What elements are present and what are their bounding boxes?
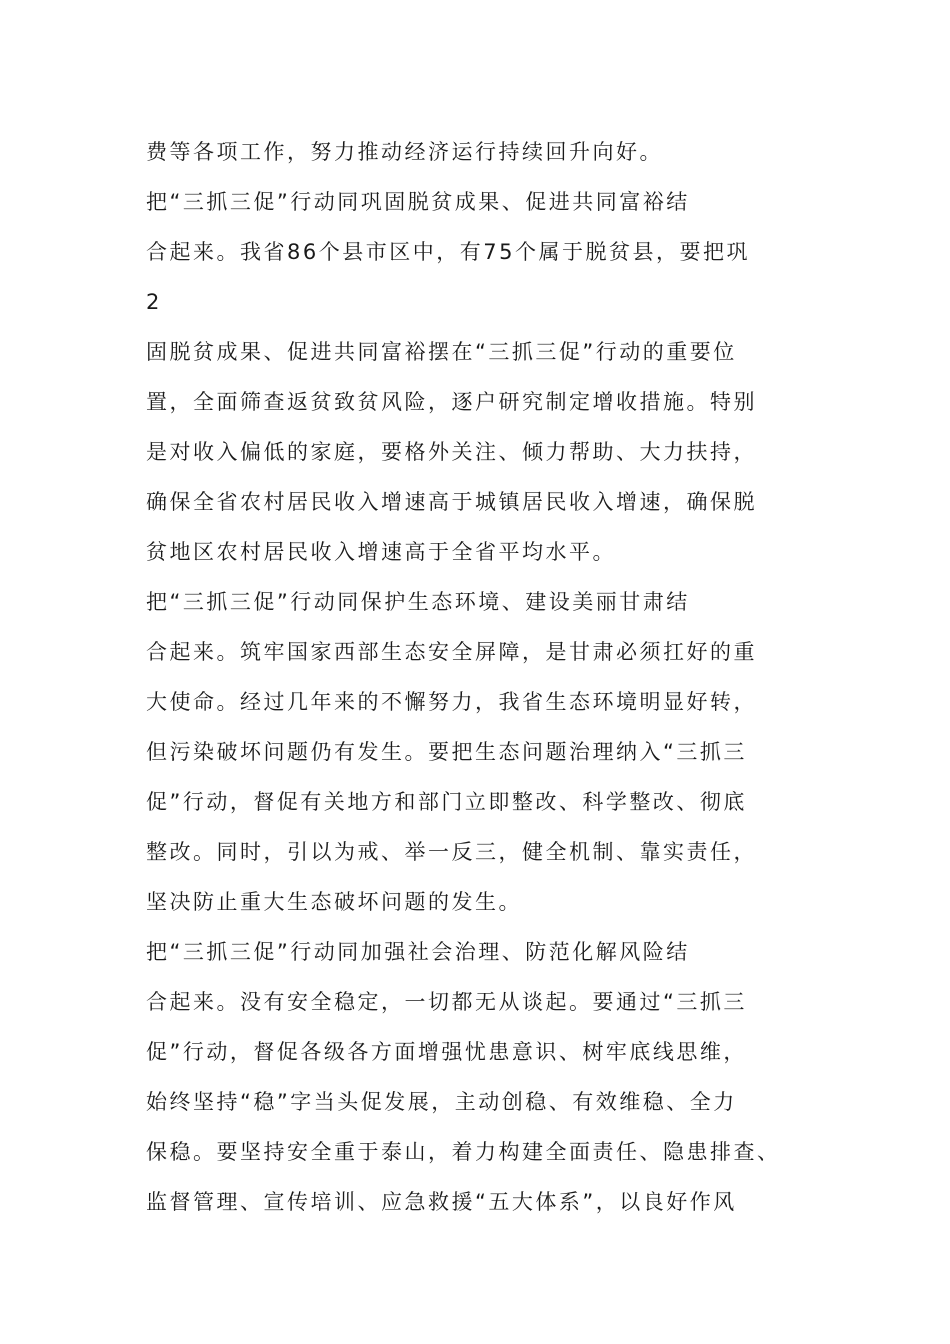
text-line: 贫地区农村居民收入增速高于全省平均水平。	[146, 540, 616, 564]
text-line: 保稳。要坚持安全重于泰山，着力构建全面责任、隐患排查、	[146, 1140, 781, 1164]
text-line: 大使命。经过几年来的不懈努力，我省生态环境明显好转，	[146, 690, 757, 714]
text-line: 合起来。我省86个县市区中，有75个属于脱贫县，要把巩	[146, 240, 750, 264]
text-line: 确保全省农村居民收入增速高于城镇居民收入增速，确保脱	[146, 490, 757, 514]
text-line: 促”行动，督促各级各方面增强忧患意识、树牢底线思维，	[146, 1040, 747, 1064]
text-line: 合起来。筑牢国家西部生态安全屏障，是甘肃必须扛好的重	[146, 640, 757, 664]
text-line: 促”行动，督促有关地方和部门立即整改、科学整改、彻底	[146, 790, 747, 814]
text-line: 始终坚持“稳”字当头促发展，主动创稳、有效维稳、全力	[146, 1090, 737, 1114]
page-number: 2	[146, 290, 162, 314]
text-line: 但污染破坏问题仍有发生。要把生态问题治理纳入“三抓三	[146, 740, 747, 764]
text-line: 坚决防止重大生态破坏问题的发生。	[146, 890, 522, 914]
text-line: 监督管理、宣传培训、应急救援“五大体系”，以良好作风	[146, 1190, 737, 1214]
text-line: 置，全面筛查返贫致贫风险，逐户研究制定增收措施。特别	[146, 390, 757, 414]
text-line: 整改。同时，引以为戒、举一反三，健全机制、靠实责任，	[146, 840, 757, 864]
text-line: 固脱贫成果、促进共同富裕摆在“三抓三促”行动的重要位	[146, 340, 737, 364]
text-line: 把“三抓三促”行动同巩固脱贫成果、促进共同富裕结	[146, 190, 690, 214]
text-line: 把“三抓三促”行动同保护生态环境、建设美丽甘肃结	[146, 590, 690, 614]
text-line: 把“三抓三促”行动同加强社会治理、防范化解风险结	[146, 940, 690, 964]
text-line: 是对收入偏低的家庭，要格外关注、倾力帮助、大力扶持，	[146, 440, 757, 464]
text-line: 合起来。没有安全稳定，一切都无从谈起。要通过“三抓三	[146, 990, 747, 1014]
text-line: 费等各项工作，努力推动经济运行持续回升向好。	[146, 140, 663, 164]
